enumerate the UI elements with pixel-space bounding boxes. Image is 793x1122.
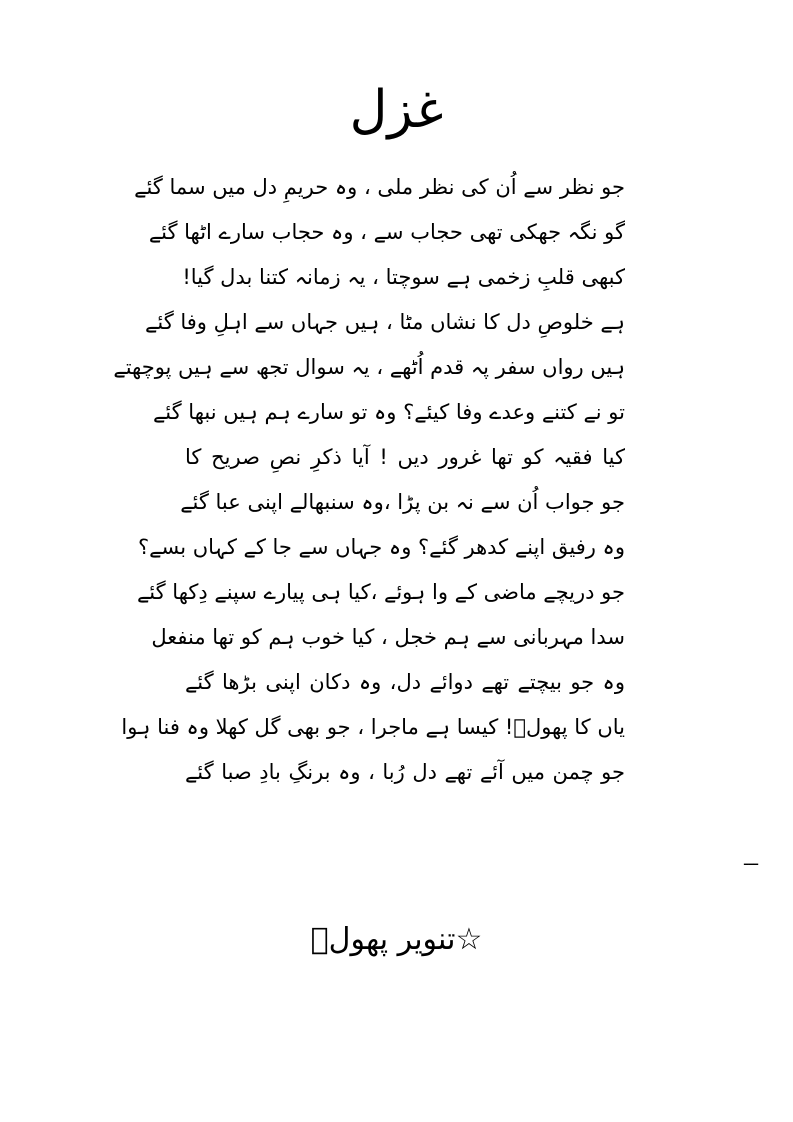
verse-line-13: یاں کا پھولؔ! کیسا ہے ماجرا ، جو بھی گل کھلا وہ فنا ہوا: [121, 715, 625, 739]
verse-line-2: گو نگہ جھکی تھی حجاب سے ، وہ حجاب سارے اٹھا گئے: [148, 220, 625, 244]
verse-line-3: کبھی قلبِ زخمی ہے سوچتا ، یہ زمانہ کتنا بدل گیا!: [182, 265, 625, 289]
verse-line-7: کیا فقیہ کو تھا غرور دیں ! آیا ذکرِ نصِ صریح کا: [185, 445, 625, 469]
verse-line-10: جو دریچے ماضی کے وا ہوئے ،کیا ہی پیارے سپنے دِکھا گئے: [136, 580, 625, 604]
verse-line-14: جو چمن میں آئے تھے دل رُبا ، وہ برنگِ بادِ صبا گئے: [185, 760, 625, 784]
verse-line-12: وہ جو بیچتے تھے دوائے دل، وہ دکان اپنی بڑھا گئے: [185, 670, 625, 694]
verse-line-1: جو نظر سے اُن کی نظر ملی ، وہ حریمِ دل میں سما گئے: [134, 175, 625, 199]
verse-line-8: جو جواب اُن سے نہ بن پڑا ،وہ سنبھالے اپنی عبا گئے: [180, 490, 625, 514]
margin-mark: ـــ: [744, 850, 759, 869]
verse-line-5: ہیں رواں سفر پہ قدم اُٹھے ، یہ سوال تجھ سے ہیں پوچھتے: [113, 355, 625, 379]
verse-line-6: تو نے کتنے وعدے وفا کیئے؟ وہ تو سارے ہم ہیں نبھا گئے: [152, 400, 625, 424]
page-title: غزل: [349, 80, 444, 140]
verse-line-11: سدا مہربانی سے ہم خجل ، کیا خوب ہم کو تھا منفعل: [151, 625, 625, 649]
ghazal-verses: [113, 165, 625, 795]
verse-line-9: وہ رفیق اپنے کدھر گئے؟ وہ جہاں سے جا کے کہاں بسے؟: [138, 535, 625, 559]
poet-signature: ☆تنویر پھولؔ: [310, 922, 483, 957]
verse-line-4: ہے خلوصِ دل کا نشاں مٹا ، ہیں جہاں سے اہلِ وفا گئے: [145, 310, 625, 334]
